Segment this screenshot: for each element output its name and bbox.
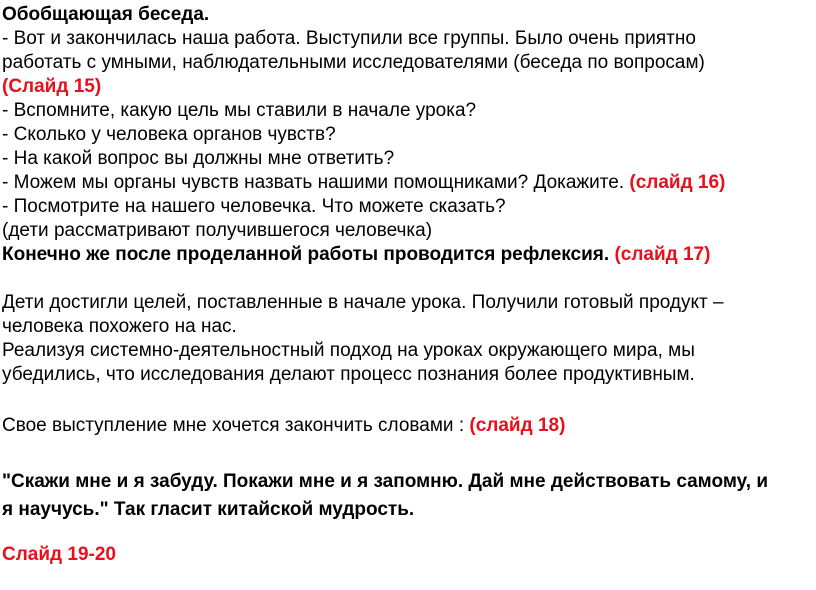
- slide-18-label: (слайд 18): [469, 415, 566, 436]
- quote-line-2: я научусь." Так гласит китайской мудрость.: [2, 499, 415, 520]
- paragraph-goals-line-2: человека похожего на нас.: [2, 316, 237, 337]
- section-title: Обобщающая беседа.: [2, 4, 210, 25]
- slide-17-label: (слайд 17): [614, 244, 711, 265]
- reflection-text: Конечно же после проделанной работы проводится рефлексия.: [2, 244, 615, 265]
- paragraph-approach-line-2: убедились, что исследования делают процесс познания более продуктивным.: [2, 364, 695, 385]
- quote-line-1: "Скажи мне и я забуду. Покажи мне и я запомню. Дай мне действовать самому, и: [2, 471, 769, 492]
- paragraph-intro-line-2: работать с умными, наблюдательными исследователями (беседа по вопросам): [2, 52, 705, 73]
- question-helpers: - Можем мы органы чувств назвать нашими помощниками? Докажите.: [2, 172, 630, 193]
- question-answer: - На какой вопрос вы должны мне ответить?: [2, 148, 395, 169]
- question-helpers-line: [2, 171, 725, 195]
- slide-19-20-label: Слайд 19-20: [2, 544, 116, 565]
- kids-note: (дети рассматривают получившегося человечка): [2, 220, 433, 241]
- closing-intro: Свое выступление мне хочется закончить словами :: [2, 415, 470, 436]
- question-goal: - Вспомните, какую цель мы ставили в начале урока?: [2, 100, 477, 121]
- question-little-man: - Посмотрите на нашего человечка. Что можете сказать?: [2, 196, 506, 217]
- closing-line: [2, 414, 565, 438]
- reflection-line: [2, 243, 710, 267]
- slide-15-label: (Слайд 15): [2, 76, 102, 97]
- paragraph-approach-line-1: Реализуя системно-деятельностный подход на уроках окружающего мира, мы: [2, 340, 695, 361]
- paragraph-intro-line-1: - Вот и закончилась наша работа. Выступили все группы. Было очень приятно: [2, 28, 696, 49]
- paragraph-goals-line-1: Дети достигли целей, поставленные в начале урока. Получили готовый продукт –: [2, 292, 724, 313]
- slide-16-label: (слайд 16): [629, 172, 726, 193]
- question-senses-count: - Сколько у человека органов чувств?: [2, 124, 336, 145]
- document-page: [2, 0, 814, 590]
